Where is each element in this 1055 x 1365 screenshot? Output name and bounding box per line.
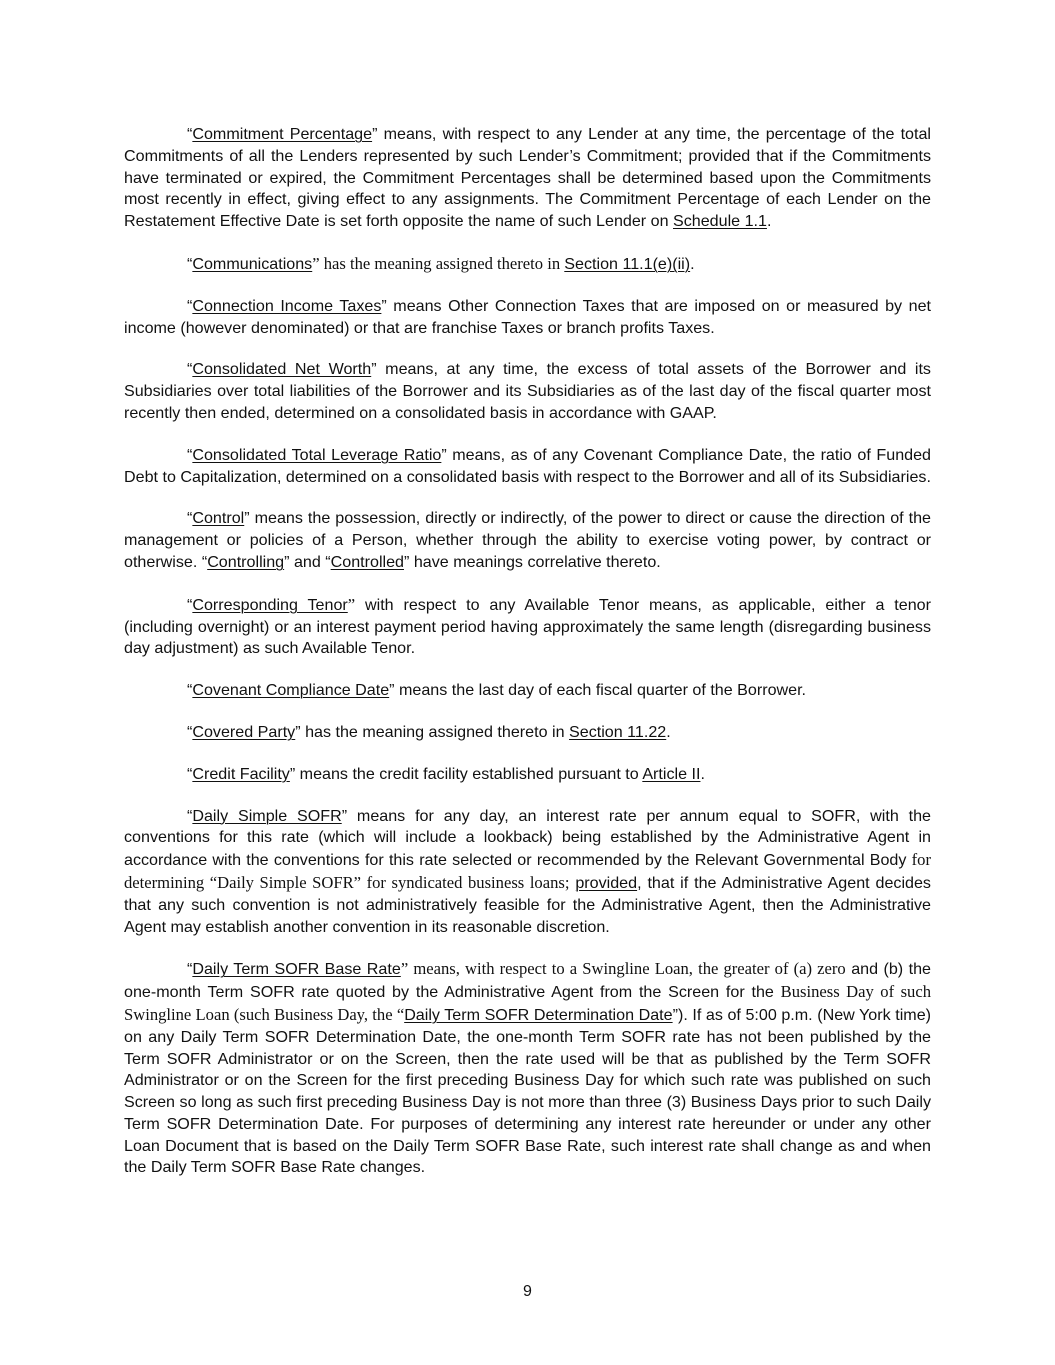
definition-text: for determining “Daily Simple SOFR” for syndicated business loans; xyxy=(124,850,931,892)
definition-text: ” have meanings correlative thereto. xyxy=(404,552,661,571)
close-quote: ” xyxy=(372,125,378,143)
definition-text: means the credit facility established pursuant to xyxy=(295,764,643,783)
defined-term: Communications xyxy=(192,254,313,273)
close-quote: ” xyxy=(389,681,395,700)
definition-text: If as of 5:00 p.m. (New York time) on any Daily Term SOFR Determination Date, the one-month Term SOFR rate has not been published by the Term SOFR Administrator or on the Screen, then the rate used will be that as published by the Term SOFR Administrator or on the Screen for the first preceding Business Day for which such rate was published on such Screen so long as such first preceding Business Day is not more than three (3) Business Days prior to such Daily Term SOFR Determination Date. For purposes of determining any interest rate hereunder or under any other Loan Document that is based on the Daily Term SOFR Base Rate, such interest rate shall change as and when the Daily Term SOFR Base Rate changes. xyxy=(124,1005,931,1177)
open-quote: “ xyxy=(187,445,193,464)
definitions-list xyxy=(124,124,931,1199)
open-quote: “ xyxy=(187,764,193,783)
definition-text: has the meaning assigned thereto in xyxy=(300,722,570,741)
definition-text: means the last day of each fiscal quarter of the Borrower. xyxy=(394,681,807,700)
definition-communications xyxy=(124,253,931,276)
close-quote: ” xyxy=(244,509,250,528)
definition-covenant-compliance-date xyxy=(124,680,931,702)
open-quote: “ xyxy=(187,254,193,273)
definition-connection-income-taxes xyxy=(124,296,931,340)
definition-corresponding-tenor xyxy=(124,594,931,660)
defined-term: Consolidated Net Worth xyxy=(192,360,372,379)
page-number: 9 xyxy=(523,1283,532,1300)
definition-text: . xyxy=(690,254,695,273)
close-quote: ” xyxy=(312,253,320,273)
defined-term: Daily Simple SOFR xyxy=(192,806,342,825)
close-quote: ” xyxy=(341,806,348,825)
definition-text: . xyxy=(666,722,671,741)
definition-consolidated-net-worth xyxy=(124,359,931,424)
open-quote: “ xyxy=(187,806,193,825)
definition-commitment-percentage xyxy=(124,124,931,233)
defined-term: Commitment Percentage xyxy=(192,125,373,143)
defined-term: Covered Party xyxy=(192,722,296,741)
definition-text: means, with respect to a Swingline Loan, the greater of (a) zero xyxy=(408,959,846,979)
definition-text: means, with respect to any Lender at any time, the percentage of the total Commitments of all the Lenders represented by such Lender’s Commitment; provided that if the Commitments have terminated or expired, the Commitment Percentages shall be determined based upon the Commitments most recently in effect, giving effect to any assignments. The Commitment Percentage of each Lender on the Restatement Effective Date is set forth opposite the name of such Lender on xyxy=(124,125,931,231)
definition-text: and (b) the one-month Term SOFR rate quoted by the Administrative Agent from the Screen for the xyxy=(124,960,931,1002)
close-quote: ” xyxy=(347,594,356,614)
defined-term-controlling: Controlling xyxy=(207,552,285,571)
definition-text: has the meaning assigned thereto in xyxy=(319,253,565,273)
open-quote: “ xyxy=(187,722,193,741)
open-quote: “ xyxy=(187,960,193,979)
open-quote: “ xyxy=(187,360,193,379)
close-quote: ” xyxy=(289,764,296,783)
close-quote: ” xyxy=(295,722,301,741)
definition-daily-simple-sofr xyxy=(124,806,931,939)
open-quote: “ xyxy=(187,595,193,614)
close-quote: ” xyxy=(371,360,377,379)
defined-term: Corresponding Tenor xyxy=(192,595,348,614)
open-quote: “ xyxy=(187,125,193,143)
defined-term-controlled: Controlled xyxy=(330,552,404,571)
definition-credit-facility xyxy=(124,764,931,786)
definition-text: means, as of any Covenant Compliance Date, the ratio of Funded Debt to Capitalization, determined on a consolidated basis with respect to the Borrower and all of its Subsidiaries. xyxy=(124,445,931,486)
definition-consolidated-total-leverage-ratio xyxy=(124,445,931,489)
definition-covered-party xyxy=(124,722,931,744)
defined-term: Connection Income Taxes xyxy=(192,296,382,315)
defined-term: Covenant Compliance Date xyxy=(192,681,390,700)
provided-term: provided xyxy=(575,873,638,892)
definition-text: , that if the Administrative Agent decides that any such convention is not administratively feasible for the Administrative Agent, then the Administrative Agent may establish another convention in its reasonable discretion. xyxy=(124,873,931,936)
definition-text: ”). xyxy=(672,1005,688,1024)
close-quote: ” xyxy=(400,959,409,979)
definition-daily-term-sofr-base-rate xyxy=(124,958,931,1179)
definition-text: Business Day of such Swingline Loan (such Business Day, the “ xyxy=(124,982,931,1024)
defined-term: Daily Term SOFR Base Rate xyxy=(192,960,401,979)
defined-term: Credit Facility xyxy=(192,764,290,783)
cross-reference: Section 11.22 xyxy=(569,722,667,741)
definition-control xyxy=(124,508,931,573)
definition-text: means the possession, directly or indirectly, of the power to direct or cause the direction of the management or policies of a Person, whether through the ability to exercise voting power, by contract or otherwise. “ xyxy=(124,509,931,571)
close-quote: ” xyxy=(381,296,387,315)
cross-reference: Section 11.1(e)(ii) xyxy=(564,254,691,273)
cross-reference: Schedule 1.1 xyxy=(673,212,767,231)
close-quote: ” xyxy=(441,445,447,464)
definition-text: . xyxy=(766,212,772,231)
cross-reference: Article II xyxy=(642,764,701,783)
defined-term: Control xyxy=(192,509,245,528)
defined-term: Consolidated Total Leverage Ratio xyxy=(192,445,442,464)
definition-text: means Other Connection Taxes that are imposed on or measured by net income (however denominated) or that are franchise Taxes or branch profits Taxes. xyxy=(124,296,932,337)
defined-term-daily-term-sofr-determination-date: Daily Term SOFR Determination Date xyxy=(404,1005,673,1024)
open-quote: “ xyxy=(187,296,193,315)
definition-text: means for any day, an interest rate per annum equal to SOFR, with the conventions for this rate (which will include a lookback) being established by the Administrative Agent in accordance with the conventions for this rate selected or recommended by the Relevant Governmental Body xyxy=(124,806,931,870)
open-quote: “ xyxy=(187,509,193,528)
definition-text: ” and “ xyxy=(284,552,331,571)
definition-text: with respect to any Available Tenor means, as applicable, either a tenor (including overnight) or an interest payment period having approximately the same length (disregarding business day adjustment) as such Available Tenor. xyxy=(124,595,931,658)
definition-text: means, at any time, the excess of total assets of the Borrower and its Subsidiaries over total liabilities of the Borrower and its Subsidiaries as of the last day of the fiscal quarter most recently then ended, determined on a consolidated basis in accordance with GAAP. xyxy=(124,360,931,422)
open-quote: “ xyxy=(187,681,193,700)
definition-text: . xyxy=(700,764,705,783)
